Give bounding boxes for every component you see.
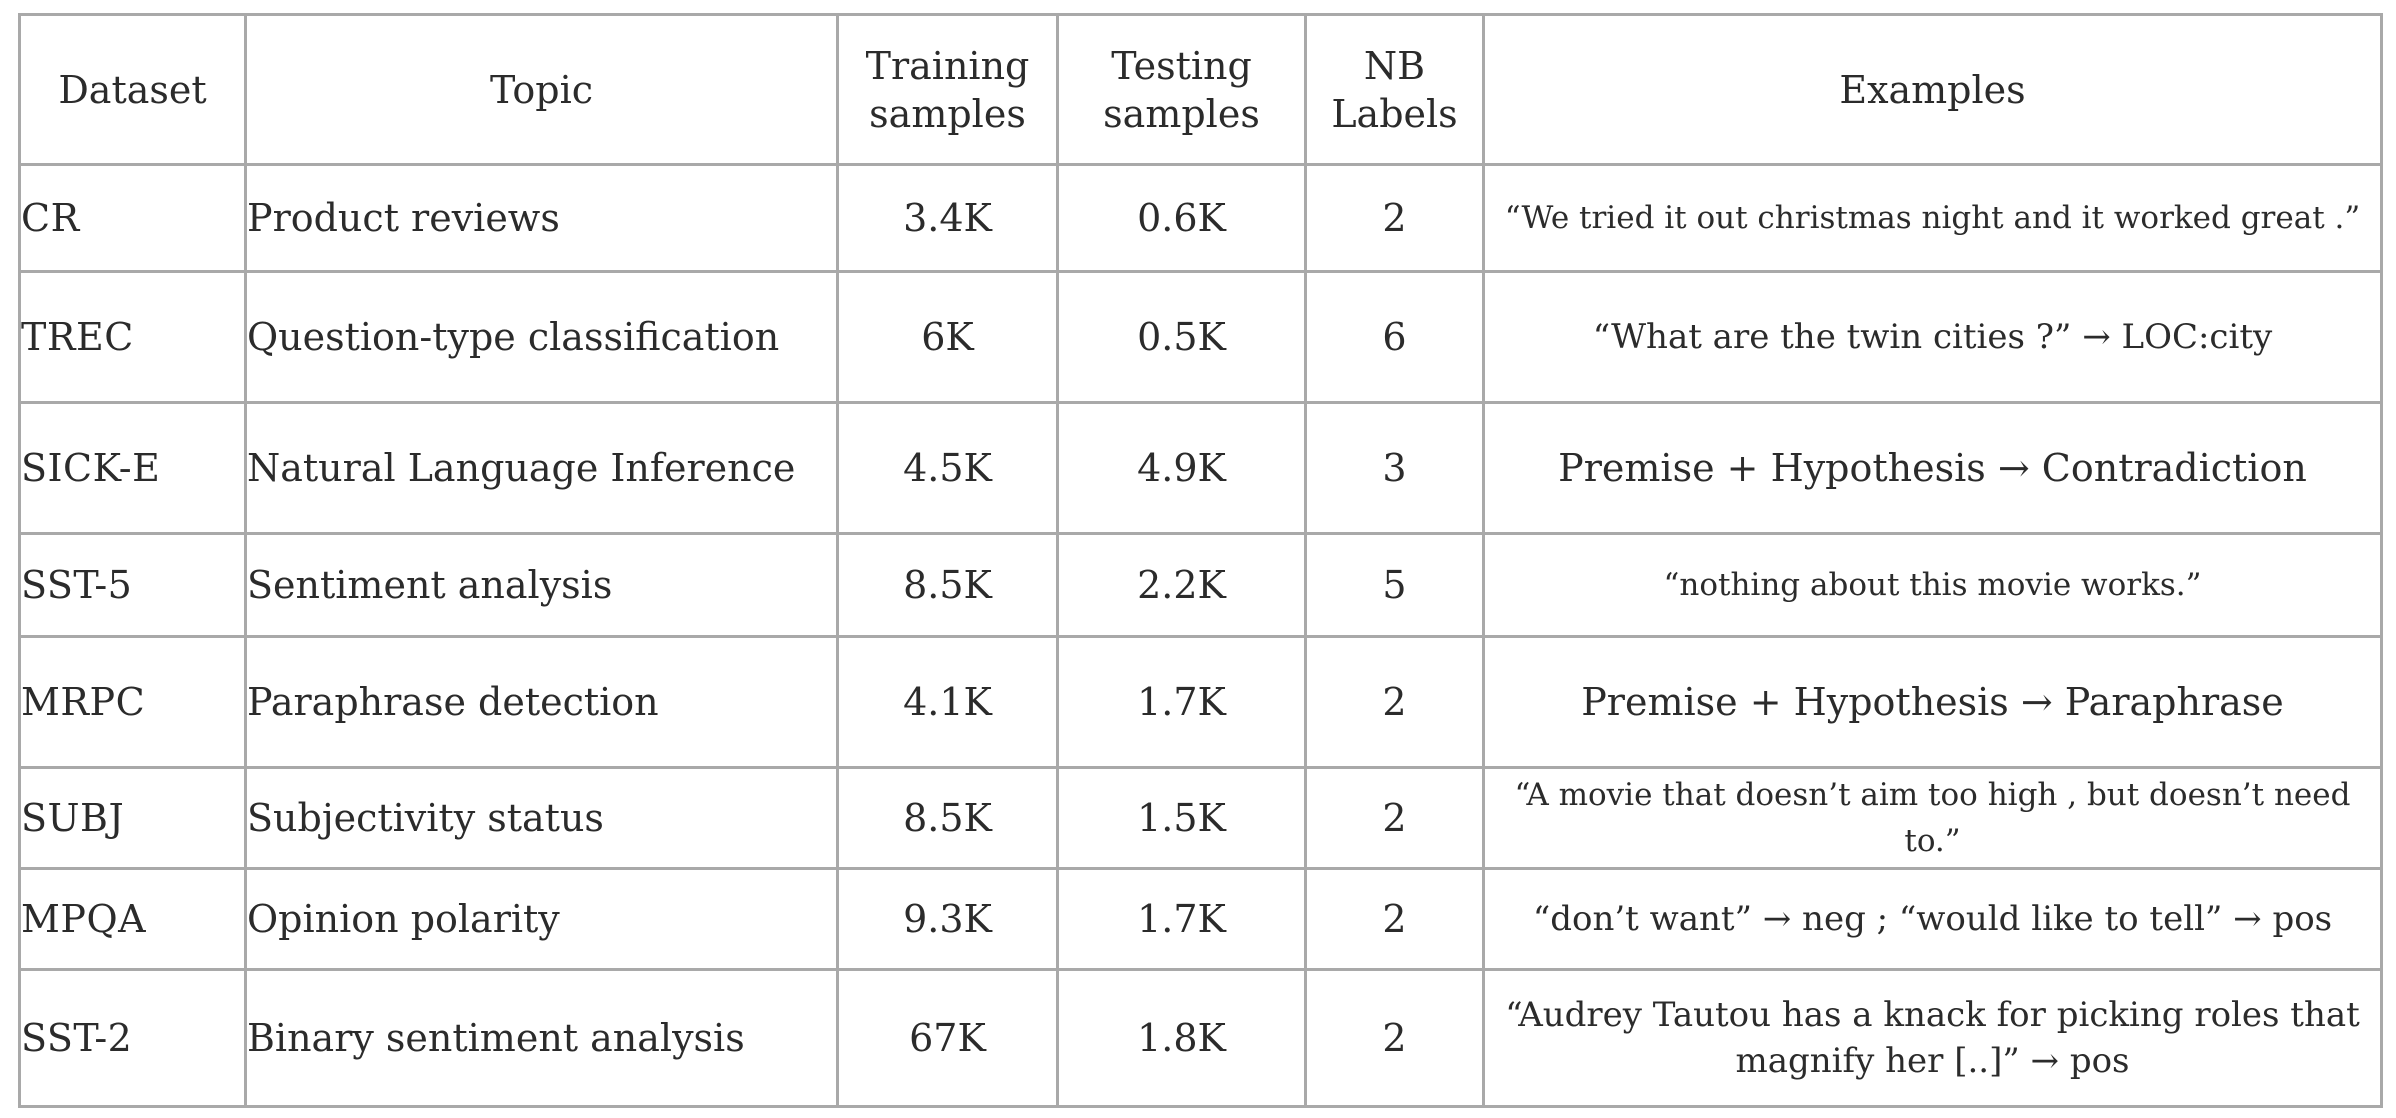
table-row <box>20 768 2382 869</box>
testing-samples: 2.2K <box>1058 534 1306 637</box>
header-training-line1: Training <box>865 43 1030 88</box>
dataset-topic: Question-type classification <box>246 272 838 403</box>
training-samples: 8.5K <box>838 768 1058 869</box>
header-examples <box>1484 15 2382 165</box>
example-text: “What are the twin cities ?” → LOC:city <box>1484 272 2382 403</box>
table-row <box>20 869 2382 970</box>
table-row <box>20 637 2382 768</box>
dataset-topic: Binary sentiment analysis <box>246 970 838 1107</box>
dataset-name: MRPC <box>20 637 246 768</box>
example-text: “A movie that doesn’t aim too high , but doesn’t need to.” <box>1484 768 2382 869</box>
nb-labels: 6 <box>1306 272 1484 403</box>
example-text: Premise + Hypothesis → Paraphrase <box>1484 637 2382 768</box>
dataset-name: SUBJ <box>20 768 246 869</box>
example-text: “don’t want” → neg ; “would like to tell” → pos <box>1484 869 2382 970</box>
header-row <box>20 15 2382 165</box>
table-row <box>20 272 2382 403</box>
header-topic-label: Topic <box>489 67 594 112</box>
dataset-topic: Opinion polarity <box>246 869 838 970</box>
header-dataset <box>20 15 246 165</box>
testing-samples: 0.5K <box>1058 272 1306 403</box>
header-labels-line1: NB <box>1363 43 1426 88</box>
training-samples: 4.1K <box>838 637 1058 768</box>
datasets-table <box>18 13 2383 1108</box>
table-row <box>20 165 2382 272</box>
testing-samples: 0.6K <box>1058 165 1306 272</box>
training-samples: 4.5K <box>838 403 1058 534</box>
testing-samples: 1.5K <box>1058 768 1306 869</box>
nb-labels: 2 <box>1306 637 1484 768</box>
dataset-name: CR <box>20 165 246 272</box>
header-examples-label: Examples <box>1839 67 2026 112</box>
dataset-topic: Sentiment analysis <box>246 534 838 637</box>
dataset-name: SST-5 <box>20 534 246 637</box>
testing-samples: 1.8K <box>1058 970 1306 1107</box>
header-testing-line2: samples <box>1103 91 1260 136</box>
nb-labels: 2 <box>1306 970 1484 1107</box>
nb-labels: 2 <box>1306 165 1484 272</box>
example-text: “nothing about this movie works.” <box>1484 534 2382 637</box>
header-labels-line2: Labels <box>1331 91 1458 136</box>
training-samples: 3.4K <box>838 165 1058 272</box>
table-row <box>20 403 2382 534</box>
nb-labels: 3 <box>1306 403 1484 534</box>
nb-labels: 2 <box>1306 869 1484 970</box>
example-text: Premise + Hypothesis → Contradiction <box>1484 403 2382 534</box>
table-row <box>20 534 2382 637</box>
testing-samples: 4.9K <box>1058 403 1306 534</box>
testing-samples: 1.7K <box>1058 637 1306 768</box>
header-testing-samples <box>1058 15 1306 165</box>
dataset-name: SICK-E <box>20 403 246 534</box>
dataset-topic: Natural Language Inference <box>246 403 838 534</box>
training-samples: 8.5K <box>838 534 1058 637</box>
training-samples: 9.3K <box>838 869 1058 970</box>
dataset-name: SST-2 <box>20 970 246 1107</box>
nb-labels: 2 <box>1306 768 1484 869</box>
training-samples: 67K <box>838 970 1058 1107</box>
table-row <box>20 970 2382 1107</box>
header-training-samples <box>838 15 1058 165</box>
header-training-line2: samples <box>869 91 1026 136</box>
header-nb-labels <box>1306 15 1484 165</box>
nb-labels: 5 <box>1306 534 1484 637</box>
dataset-topic: Paraphrase detection <box>246 637 838 768</box>
testing-samples: 1.7K <box>1058 869 1306 970</box>
dataset-topic: Subjectivity status <box>246 768 838 869</box>
header-testing-line1: Testing <box>1111 43 1252 88</box>
training-samples: 6K <box>838 272 1058 403</box>
header-topic <box>246 15 838 165</box>
dataset-name: TREC <box>20 272 246 403</box>
example-text: “Audrey Tautou has a knack for picking roles that magnify her [..]” → pos <box>1484 970 2382 1107</box>
header-dataset-label: Dataset <box>58 67 207 112</box>
dataset-topic: Product reviews <box>246 165 838 272</box>
example-text: “We tried it out christmas night and it worked great .” <box>1484 165 2382 272</box>
dataset-name: MPQA <box>20 869 246 970</box>
